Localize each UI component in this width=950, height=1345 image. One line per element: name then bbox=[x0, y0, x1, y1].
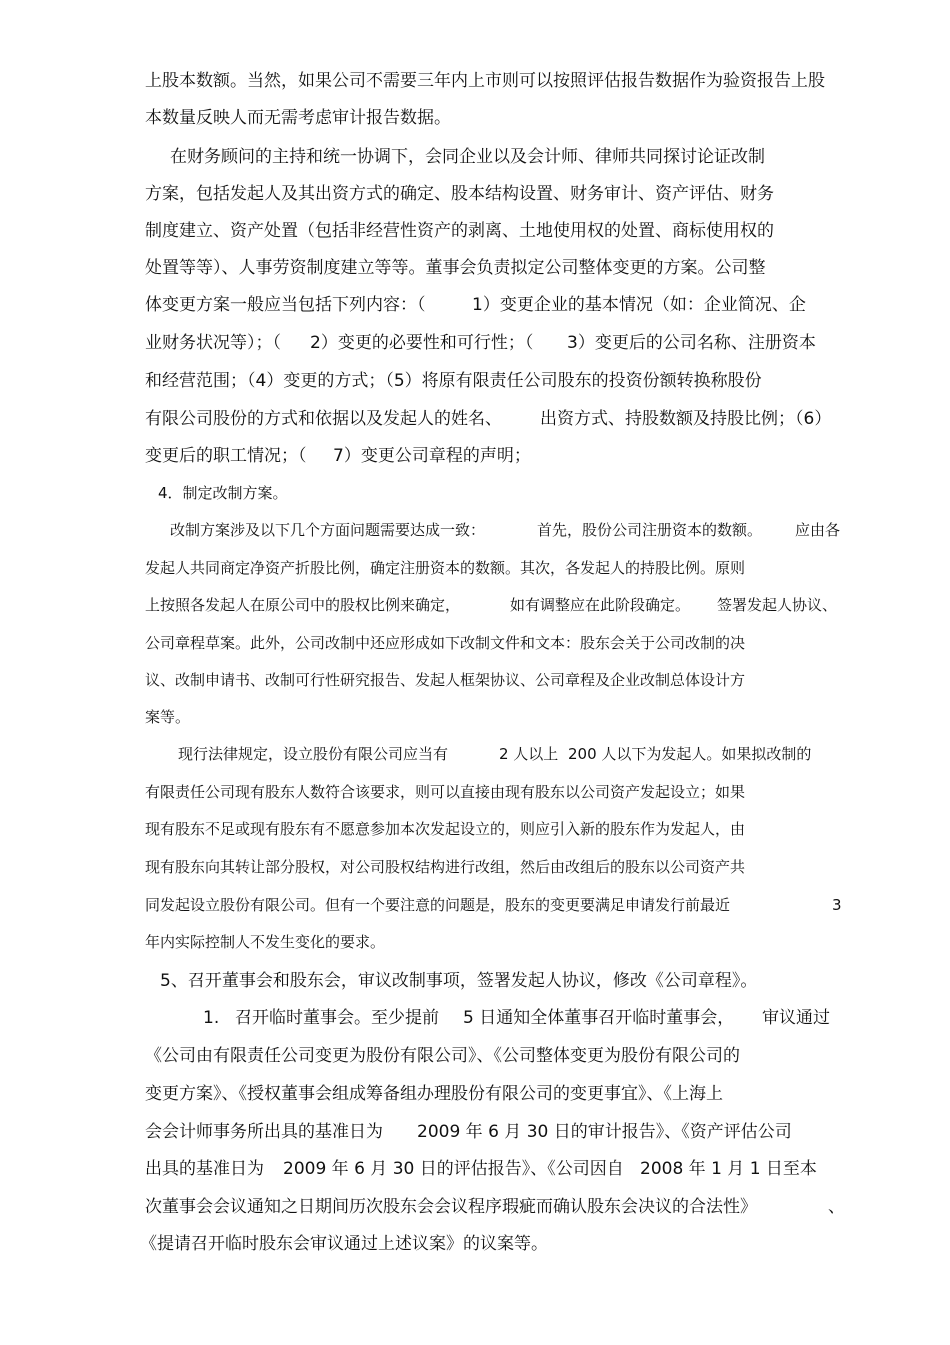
text-line: 本数量反映人而无需考虑审计报告数据。 bbox=[145, 108, 451, 128]
text-line: 会会计师事务所出具的基准日为 2009 年 6 月 30 日的审计报告》、《资产评估公司 bbox=[145, 1122, 792, 1142]
text-line: 1. 召开临时董事会。至少提前 5 日通知全体董事召开临时董事会， 审议通过 bbox=[203, 1008, 830, 1028]
text-line: 同发起设立股份有限公司。但有一个要注意的问题是，股东的变更要满足申请发行前最近 3 bbox=[145, 896, 842, 914]
text-line: 和经营范围；（4）变更的方式；（5）将原有限责任公司股东的投资份额转换称股份 bbox=[145, 371, 762, 391]
text-line: 变更方案》、《授权董事会组成筹备组办理股份有限公司的变更事宜》、《上海上 bbox=[145, 1084, 723, 1104]
text-line: 4．制定改制方案。 bbox=[158, 484, 288, 502]
text-line: 业财务状况等）；（ 2）变更的必要性和可行性；（ 3）变更后的公司名称、注册资本 bbox=[145, 333, 816, 353]
text-line: 议、改制申请书、改制可行性研究报告、发起人框架协议、公司章程及企业改制总体设计方 bbox=[145, 671, 746, 689]
text-line: 案等。 bbox=[145, 708, 191, 726]
text-line: 年内实际控制人不发生变化的要求。 bbox=[145, 933, 386, 951]
text-line: 体变更方案一般应当包括下列内容：（ 1）变更企业的基本情况（如：企业简况、企 bbox=[145, 295, 806, 315]
text-line: 制度建立、资产处置（包括非经营性资产的剥离、土地使用权的处置、商标使用权的 bbox=[145, 221, 774, 241]
text-line: 现有股东向其转让部分股权，对公司股权结构进行改组，然后由改组后的股东以公司资产共 bbox=[145, 858, 746, 876]
text-line: 《提请召开临时股东会审议通过上述议案》的议案等。 bbox=[140, 1234, 548, 1254]
text-line: 处置等等）、人事劳资制度建立等等。董事会负责拟定公司整体变更的方案。公司整 bbox=[145, 258, 766, 278]
text-line: 现有股东不足或现有股东有不愿意参加本次发起设立的，则应引入新的股东作为发起人，由 bbox=[145, 820, 746, 838]
text-line: 方案，包括发起人及其出资方式的确定、股本结构设置、财务审计、资产评估、财务 bbox=[145, 184, 774, 204]
text-line: 发起人共同商定净资产折股比例，确定注册资本的数额。其次，各发起人的持股比例。原则 bbox=[145, 559, 746, 577]
text-line: 上股本数额。当然，如果公司不需要三年内上市则可以按照评估报告数据作为验资报告上股 bbox=[145, 71, 825, 91]
text-line: 次董事会会议通知之日期间历次股东会会议程序瑕疵而确认股东会决议的合法性》 、 bbox=[145, 1197, 845, 1217]
text-line: 有限公司股份的方式和依据以及发起人的姓名、 出资方式、持股数额及持股比例；（6） bbox=[145, 409, 832, 429]
text-line: 改制方案涉及以下几个方面问题需要达成一致： 首先，股份公司注册资本的数额。 应由各 bbox=[170, 521, 841, 539]
text-line: 有限责任公司现有股东人数符合该要求，则可以直接由现有股东以公司资产发起设立；如果 bbox=[145, 783, 746, 801]
text-line: 5、召开董事会和股东会，审议改制事项，签署发起人协议，修改《公司章程》。 bbox=[160, 971, 758, 991]
text-line: 公司章程草案。此外，公司改制中还应形成如下改制文件和文本：股东会关于公司改制的决 bbox=[145, 634, 746, 652]
text-line: 上按照各发起人在原公司中的股权比例来确定， 如有调整应在此阶段确定。 签署发起人协议、 bbox=[145, 596, 838, 614]
text-line: 变更后的职工情况；（ 7）变更公司章程的声明； bbox=[145, 446, 531, 466]
text-line: 在财务顾问的主持和统一协调下，会同企业以及会计师、律师共同探讨论证改制 bbox=[170, 147, 765, 167]
text-line: 出具的基准日为 2009 年 6 月 30 日的评估报告》、《公司因自 2008 年 1 月 1 日至本 bbox=[145, 1159, 817, 1179]
text-line: 现行法律规定，设立股份有限公司应当有 2 人以上 200 人以下为发起人。如果拟改制的 bbox=[178, 745, 812, 763]
text-line: 《公司由有限责任公司变更为股份有限公司》、《公司整体变更为股份有限公司的 bbox=[145, 1046, 740, 1066]
